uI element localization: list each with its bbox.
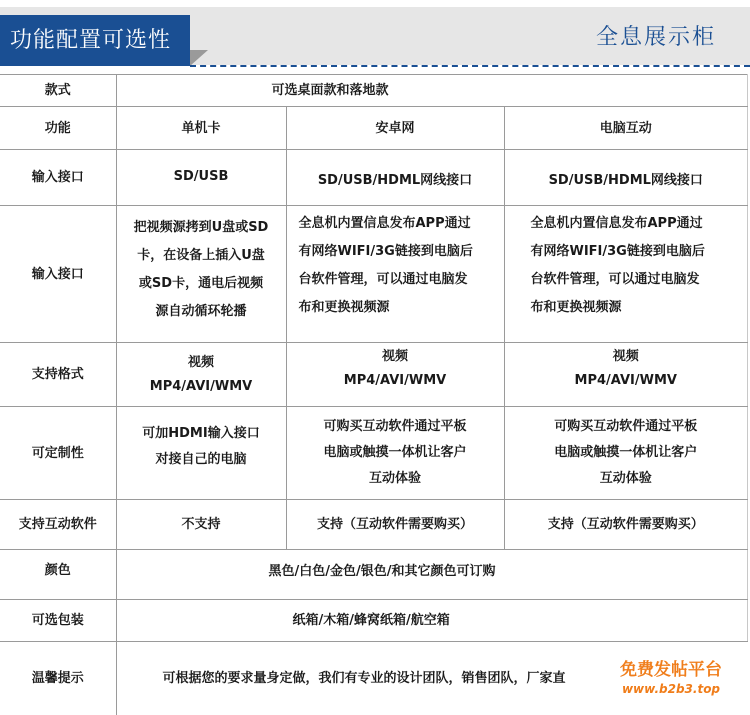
table-cell: 单机卡	[116, 107, 286, 150]
cell-line: 把视频源拷到U盘或SD	[133, 220, 269, 235]
cell-line: 电脑或触摸一体机让客户	[323, 445, 467, 460]
watermark	[620, 662, 722, 695]
table-cell: 可选桌面款和落地款	[116, 75, 748, 107]
table-cell: 电脑互动	[504, 107, 748, 150]
table-row	[0, 107, 748, 150]
table-cell: 安卓网	[286, 107, 504, 150]
table-cell: 纸箱/木箱/蜂窝纸箱/航空箱	[116, 600, 748, 642]
table-cell	[286, 407, 504, 500]
table-row	[0, 550, 748, 600]
row-label: 可定制性	[0, 407, 116, 500]
watermark-title: 免费发帖平台	[620, 660, 722, 680]
table-cell	[504, 343, 748, 407]
cell-line: 可购买互动软件通过平板	[554, 419, 698, 434]
table-row	[0, 343, 748, 407]
cell-line: 视频	[612, 349, 639, 364]
table-cell	[116, 343, 286, 407]
row-label: 输入接口	[0, 206, 116, 343]
cell-line: 有网络WIFI/3G链接到电脑后	[298, 244, 473, 259]
table-cell	[504, 206, 748, 343]
config-table	[0, 74, 748, 715]
row-label: 可选包装	[0, 600, 116, 642]
table-cell: SD/USB	[116, 150, 286, 206]
table-cell: SD/USB/HDML网线接口	[286, 150, 504, 206]
table-cell	[116, 407, 286, 500]
cell-line: 全息机内置信息发布APP通过	[530, 216, 703, 231]
dashed-divider	[190, 65, 750, 67]
table-cell: 支持（互动软件需要购买）	[286, 500, 504, 550]
cell-line: 互动体验	[368, 471, 421, 486]
watermark-url: www.b2b3.top	[621, 682, 721, 696]
cell-line: MP4/AVI/WMV	[574, 373, 677, 388]
section-title: 功能配置可选性	[0, 15, 190, 66]
table-cell: SD/USB/HDML网线接口	[504, 150, 748, 206]
row-label: 颜色	[0, 550, 116, 600]
row-label: 款式	[0, 75, 116, 107]
cell-line: MP4/AVI/WMV	[149, 378, 253, 394]
row-label: 输入接口	[0, 150, 116, 206]
cell-line: 台软件管理，可以通过电脑发	[298, 272, 468, 287]
cell-line: 电脑或触摸一体机让客户	[554, 445, 698, 460]
cell-line: 台软件管理，可以通过电脑发	[530, 272, 700, 287]
row-label: 支持互动软件	[0, 500, 116, 550]
cell-line: 可加HDMI输入接口	[142, 426, 260, 441]
row-label: 支持格式	[0, 343, 116, 407]
row-label: 温馨提示	[0, 642, 116, 715]
cell-line: 互动体验	[599, 471, 652, 486]
table-cell: 支持（互动软件需要购买）	[504, 500, 748, 550]
cell-line: 卡，在设备上插入U盘	[137, 248, 265, 263]
cell-line: 可购买互动软件通过平板	[323, 419, 467, 434]
cell-line: 或SD卡，通电后视频	[138, 276, 264, 291]
table-row	[0, 206, 748, 343]
cell-line: 视频	[381, 349, 408, 364]
cell-line: MP4/AVI/WMV	[343, 373, 447, 388]
table-cell	[286, 206, 504, 343]
table-row	[0, 407, 748, 500]
table-cell	[286, 343, 504, 407]
table-cell: 黑色/白色/金色/银色/和其它颜色可订购	[116, 550, 748, 600]
table-row	[0, 75, 748, 107]
product-name: 全息展示柜	[595, 25, 716, 50]
cell-line: 布和更换视频源	[298, 300, 390, 315]
table-cell: 不支持	[116, 500, 286, 550]
table-row	[0, 600, 748, 642]
row-label: 功能	[0, 107, 116, 150]
cell-line: 有网络WIFI/3G链接到电脑后	[530, 244, 705, 259]
table-cell	[116, 206, 286, 343]
cell-line: 布和更换视频源	[530, 300, 622, 315]
cell-line: 源自动循环轮播	[155, 304, 247, 319]
table-cell: 可根据您的要求量身定做，我们有专业的设计团队，销售团队，厂家直	[116, 642, 748, 715]
table-cell	[504, 407, 748, 500]
table-row	[0, 500, 748, 550]
cell-line: 全息机内置信息发布APP通过	[298, 216, 471, 231]
table-row	[0, 150, 748, 206]
tab-fold-decoration	[190, 50, 208, 66]
cell-line: 视频	[187, 354, 214, 370]
cell-line: 对接自己的电脑	[155, 452, 247, 467]
